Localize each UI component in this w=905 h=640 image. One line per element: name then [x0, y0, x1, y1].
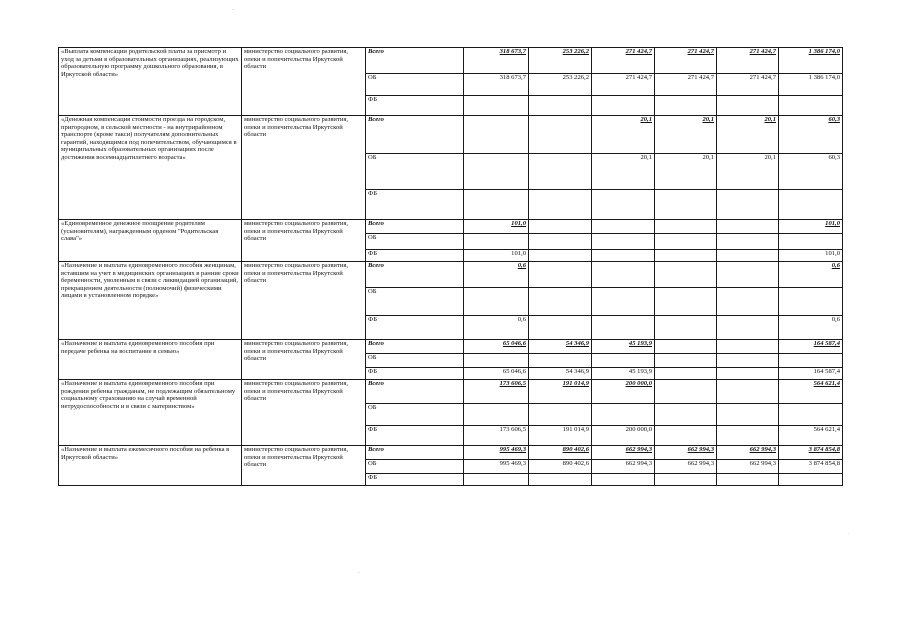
measure-name: «Выплата компенсации родительской платы за присмотр и уход за детьми в образовательных организациях, реализующих образовательную программу дошкольного образования, в Иркутской области» — [59, 48, 242, 116]
amount-cell-regional — [655, 288, 717, 316]
funding-source-federal: ФБ — [366, 474, 464, 486]
amount-cell-regional: 20,1 — [655, 154, 717, 190]
amount-cell-federal — [529, 96, 592, 116]
amount-cell-total: 662 994,3 — [655, 446, 717, 460]
amount-cell-regional — [717, 354, 779, 368]
amount-cell-regional: 662 994,3 — [655, 460, 717, 474]
page-top-mark: - — [232, 8, 234, 13]
responsible-org: министерство социального развития, опеки и попечительства Иркутской области — [242, 220, 366, 262]
amount-cell-regional — [779, 354, 843, 368]
amount-cell-federal — [655, 96, 717, 116]
amount-cell-total — [717, 220, 779, 234]
amount-cell-federal — [779, 190, 843, 220]
amount-cell-federal: 0,6 — [779, 316, 843, 340]
amount-cell-total: 890 402,6 — [529, 446, 592, 460]
amount-cell-total: 191 014,9 — [529, 380, 592, 404]
table-row — [59, 340, 843, 354]
amount-cell-total: 65 046,6 — [464, 340, 529, 354]
amount-cell-regional — [592, 354, 655, 368]
amount-cell-federal — [717, 368, 779, 380]
amount-cell-federal: 101,0 — [779, 250, 843, 262]
amount-cell-federal — [717, 426, 779, 446]
amount-cell-total: 54 346,9 — [529, 340, 592, 354]
amount-cell-federal: 200 000,0 — [592, 426, 655, 446]
funding-source-regional: ОБ — [366, 154, 464, 190]
amount-cell-federal — [655, 368, 717, 380]
amount-cell-regional — [464, 404, 529, 426]
amount-cell-regional: 60,3 — [779, 154, 843, 190]
amount-cell-total — [655, 340, 717, 354]
amount-cell-federal — [655, 474, 717, 486]
amount-cell-total — [717, 380, 779, 404]
responsible-org: министерство социального развития, опеки и попечительства Иркутской области — [242, 380, 366, 446]
amount-cell-federal — [464, 474, 529, 486]
amount-cell-regional: 20,1 — [592, 154, 655, 190]
table-row — [59, 48, 843, 74]
funding-source-total: Всего — [366, 220, 464, 234]
amount-cell-federal — [717, 474, 779, 486]
amount-cell-federal — [717, 190, 779, 220]
budget-table — [58, 47, 843, 486]
amount-cell-total — [529, 220, 592, 234]
amount-cell-federal: 0,6 — [464, 316, 529, 340]
amount-cell-federal: 45 193,9 — [592, 368, 655, 380]
amount-cell-total: 20,1 — [717, 116, 779, 154]
amount-cell-total — [717, 340, 779, 354]
amount-cell-total — [592, 262, 655, 288]
amount-cell-federal — [592, 250, 655, 262]
responsible-org: министерство социального развития, опеки и попечительства Иркутской области — [242, 262, 366, 340]
amount-cell-total: 271 424,7 — [655, 48, 717, 74]
amount-cell-total: 101,0 — [464, 220, 529, 234]
amount-cell-federal — [464, 190, 529, 220]
amount-cell-regional: 662 994,3 — [717, 460, 779, 474]
amount-cell-federal — [655, 426, 717, 446]
amount-cell-total: 271 424,7 — [592, 48, 655, 74]
amount-cell-total — [529, 116, 592, 154]
funding-source-federal: ФБ — [366, 96, 464, 116]
amount-cell-total: 995 469,3 — [464, 446, 529, 460]
amount-cell-regional — [592, 234, 655, 250]
amount-cell-total: 1 386 174,0 — [779, 48, 843, 74]
amount-cell-federal — [717, 316, 779, 340]
amount-cell-federal: 54 346,9 — [529, 368, 592, 380]
amount-cell-federal — [529, 316, 592, 340]
amount-cell-regional — [529, 154, 592, 190]
amount-cell-total: 271 424,7 — [717, 48, 779, 74]
amount-cell-regional — [464, 354, 529, 368]
amount-cell-federal — [592, 474, 655, 486]
amount-cell-federal: 65 046,6 — [464, 368, 529, 380]
measure-name: «Назначение и выплата единовременного пособия при рождении ребенка гражданам, не подлежащим обязательному социальному страхованию на случай временной нетрудоспособности и в связи с материнством» — [59, 380, 242, 446]
responsible-org: министерство социального развития, опеки и попечительства Иркутской области — [242, 48, 366, 116]
amount-cell-total: 60,3 — [779, 116, 843, 154]
funding-source-federal: ФБ — [366, 250, 464, 262]
table-row — [59, 262, 843, 288]
amount-cell-regional — [717, 288, 779, 316]
funding-source-total: Всего — [366, 446, 464, 460]
amount-cell-total: 45 193,9 — [592, 340, 655, 354]
responsible-org: министерство социального развития, опеки и попечительства Иркутской области — [242, 116, 366, 220]
amount-cell-federal: 164 587,4 — [779, 368, 843, 380]
page-bottom-mark: - — [358, 571, 360, 576]
measure-name: «Единовременное денежное поощрение родителям (усыновителям), награжденным орденом "Родительская слава"» — [59, 220, 242, 262]
amount-cell-total — [655, 262, 717, 288]
amount-cell-total — [592, 220, 655, 234]
amount-cell-federal: 564 621,4 — [779, 426, 843, 446]
amount-cell-total: 20,1 — [592, 116, 655, 154]
amount-cell-regional: 662 994,3 — [592, 460, 655, 474]
amount-cell-total: 200 000,0 — [592, 380, 655, 404]
amount-cell-federal — [717, 250, 779, 262]
responsible-org: министерство социального развития, опеки и попечительства Иркутской области — [242, 340, 366, 380]
amount-cell-federal — [779, 474, 843, 486]
funding-source-total: Всего — [366, 262, 464, 288]
amount-cell-federal: 173 606,5 — [464, 426, 529, 446]
amount-cell-regional — [529, 288, 592, 316]
amount-cell-federal — [464, 96, 529, 116]
amount-cell-total: 0,6 — [779, 262, 843, 288]
amount-cell-federal — [592, 96, 655, 116]
amount-cell-total: 173 606,5 — [464, 380, 529, 404]
amount-cell-total: 318 673,7 — [464, 48, 529, 74]
amount-cell-federal — [779, 96, 843, 116]
funding-source-regional: ОБ — [366, 460, 464, 474]
amount-cell-total: 662 994,3 — [717, 446, 779, 460]
amount-cell-regional — [655, 404, 717, 426]
amount-cell-federal — [529, 190, 592, 220]
amount-cell-regional — [529, 234, 592, 250]
amount-cell-regional: 271 424,7 — [592, 74, 655, 96]
amount-cell-regional — [592, 404, 655, 426]
amount-cell-total — [655, 220, 717, 234]
amount-cell-regional: 20,1 — [717, 154, 779, 190]
amount-cell-total: 564 621,4 — [779, 380, 843, 404]
amount-cell-total: 20,1 — [655, 116, 717, 154]
amount-cell-regional: 271 424,7 — [655, 74, 717, 96]
amount-cell-federal — [655, 250, 717, 262]
funding-source-regional: ОБ — [366, 288, 464, 316]
amount-cell-regional — [464, 234, 529, 250]
table-row — [59, 446, 843, 460]
amount-cell-regional — [529, 404, 592, 426]
amount-cell-total: 662 994,3 — [592, 446, 655, 460]
amount-cell-total — [464, 116, 529, 154]
amount-cell-total: 3 874 854,8 — [779, 446, 843, 460]
amount-cell-federal: 101,0 — [464, 250, 529, 262]
amount-cell-regional — [464, 288, 529, 316]
table-body — [59, 48, 843, 486]
funding-source-federal: ФБ — [366, 426, 464, 446]
funding-source-federal: ФБ — [366, 316, 464, 340]
responsible-org: министерство социального развития, опеки и попечительства Иркутской области — [242, 446, 366, 486]
amount-cell-regional — [779, 234, 843, 250]
amount-cell-total — [717, 262, 779, 288]
amount-cell-regional — [464, 154, 529, 190]
amount-cell-federal — [529, 474, 592, 486]
amount-cell-federal — [592, 190, 655, 220]
amount-cell-federal — [529, 250, 592, 262]
amount-cell-regional — [779, 288, 843, 316]
amount-cell-regional — [592, 288, 655, 316]
amount-cell-regional: 253 226,2 — [529, 74, 592, 96]
amount-cell-total: 0,6 — [464, 262, 529, 288]
table-row — [59, 116, 843, 154]
amount-cell-regional: 3 874 854,8 — [779, 460, 843, 474]
amount-cell-regional — [529, 354, 592, 368]
amount-cell-federal — [592, 316, 655, 340]
amount-cell-federal — [717, 96, 779, 116]
funding-source-regional: ОБ — [366, 354, 464, 368]
amount-cell-regional: 318 673,7 — [464, 74, 529, 96]
funding-source-federal: ФБ — [366, 368, 464, 380]
amount-cell-regional: 271 424,7 — [717, 74, 779, 96]
funding-source-total: Всего — [366, 340, 464, 354]
measure-name: «Денежная компенсация стоимости проезда на городском, пригородном, в сельской местности - на внутрирайонном транспорте (кроме такси) получателям дополнительных гарантий, находящимся под попечительством, обучающимся в муниципальных образовательных организациях после достижения восемнадцатилетнего возраста» — [59, 116, 242, 220]
amount-cell-total — [529, 262, 592, 288]
amount-cell-regional: 995 469,3 — [464, 460, 529, 474]
amount-cell-total: 101,0 — [779, 220, 843, 234]
funding-source-total: Всего — [366, 380, 464, 404]
amount-cell-regional: 890 402,6 — [529, 460, 592, 474]
amount-cell-regional — [717, 404, 779, 426]
funding-source-regional: ОБ — [366, 404, 464, 426]
amount-cell-total — [655, 380, 717, 404]
table-row — [59, 380, 843, 404]
amount-cell-federal — [655, 190, 717, 220]
amount-cell-total: 164 587,4 — [779, 340, 843, 354]
page-side-mark: . — [848, 531, 850, 536]
measure-name: «Назначение и выплата ежемесячного пособия на ребенка в Иркутской области» — [59, 446, 242, 486]
funding-source-federal: ФБ — [366, 190, 464, 220]
amount-cell-federal: 191 014,9 — [529, 426, 592, 446]
amount-cell-federal — [655, 316, 717, 340]
measure-name: «Назначение и выплата единовременного пособия при передаче ребенка на воспитание в семью» — [59, 340, 242, 380]
funding-source-total: Всего — [366, 116, 464, 154]
amount-cell-regional — [655, 234, 717, 250]
amount-cell-regional: 1 386 174,0 — [779, 74, 843, 96]
amount-cell-regional — [655, 354, 717, 368]
amount-cell-total: 253 226,2 — [529, 48, 592, 74]
measure-name: «Назначение и выплата единовременного пособия женщинам, вставшим на учет в медицинских организациях в ранние сроки беременности, уволенным в связи с ликвидацией организаций, прекращением деятельности (полномочий) физическими лицами в установленном порядке» — [59, 262, 242, 340]
table-row — [59, 220, 843, 234]
funding-source-total: Всего — [366, 48, 464, 74]
funding-source-regional: ОБ — [366, 234, 464, 250]
funding-source-regional: ОБ — [366, 74, 464, 96]
amount-cell-regional — [717, 234, 779, 250]
amount-cell-regional — [779, 404, 843, 426]
